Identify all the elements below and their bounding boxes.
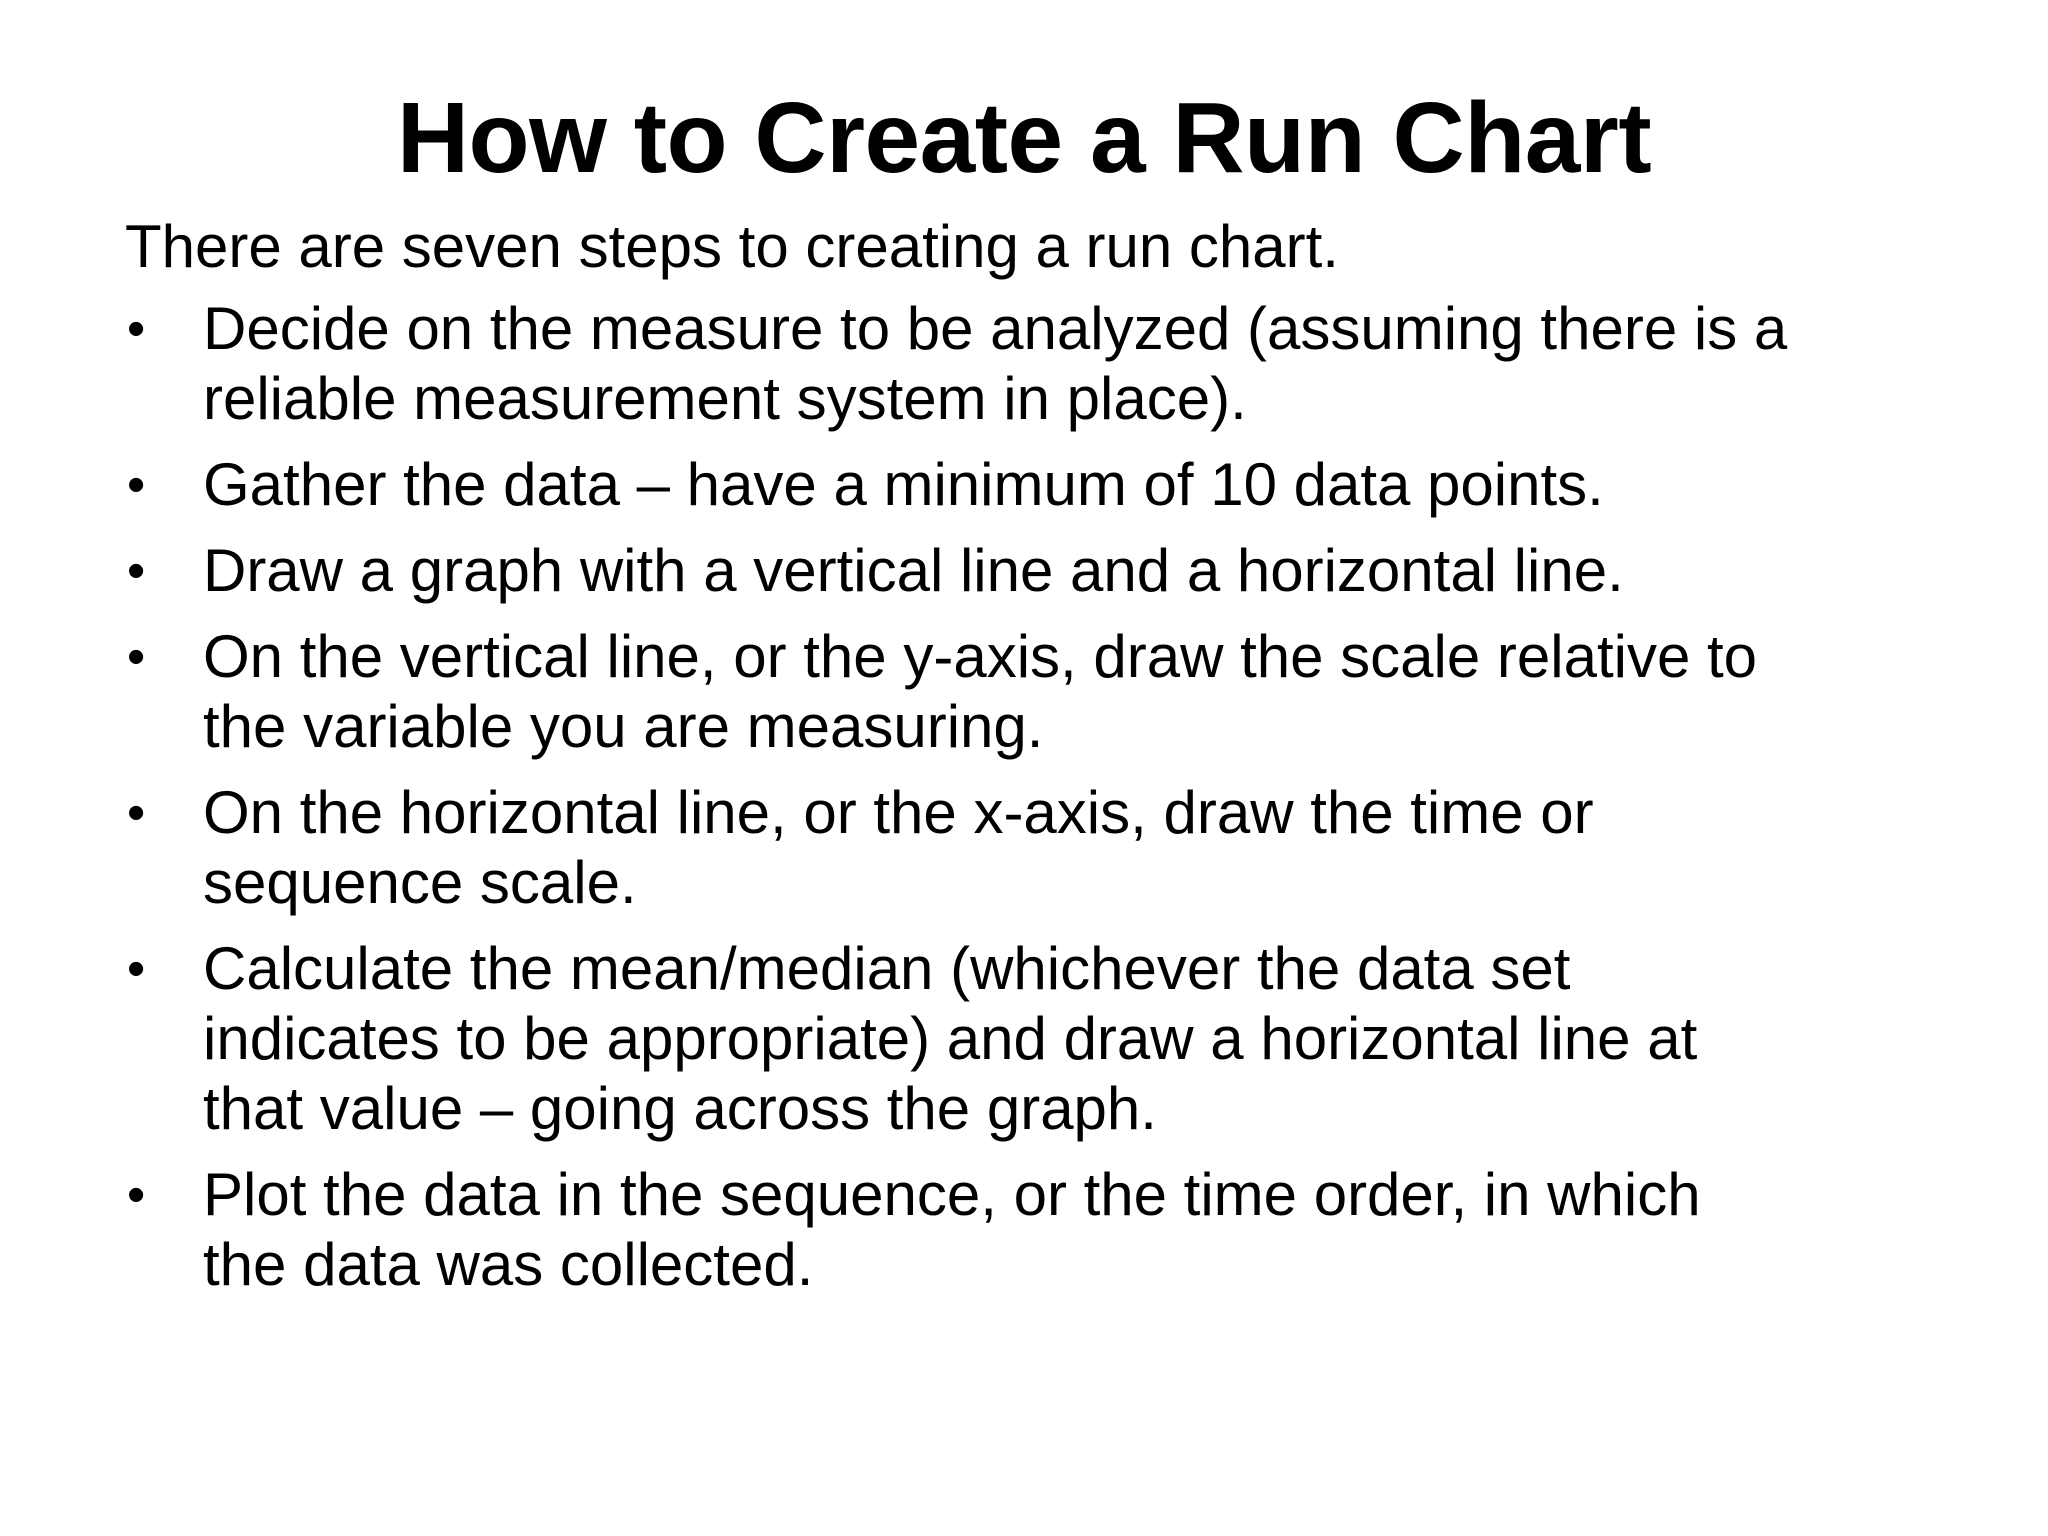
step-5 (125, 778, 1955, 918)
intro-text: There are seven steps to creating a run chart. (125, 213, 1339, 280)
bullet-icon: • (127, 300, 146, 358)
bullet-icon: • (127, 1166, 146, 1224)
step-6-line-1: Calculate the mean/median (whichever the data set (203, 935, 1571, 1002)
step-7-line-1: Plot the data in the sequence, or the time order, in which (203, 1161, 1701, 1228)
step-4-line-1: On the vertical line, or the y-axis, draw the scale relative to (203, 623, 1758, 690)
bullet-icon: • (127, 628, 146, 686)
step-4 (125, 622, 1955, 762)
steps-list (125, 294, 1955, 1300)
step-5-line-2: sequence scale. (203, 849, 637, 916)
bullet-icon: • (127, 542, 146, 600)
step-5-line-1: On the horizontal line, or the x-axis, draw the time or (203, 779, 1594, 846)
step-1-line-2: reliable measurement system in place). (203, 365, 1247, 432)
step-1-line-1: Decide on the measure to be analyzed (assuming there is a (203, 295, 1788, 362)
step-6-line-3: that value – going across the graph. (203, 1075, 1157, 1142)
step-2-line-1: Gather the data – have a minimum of 10 data points. (203, 451, 1604, 518)
bullet-icon: • (127, 784, 146, 842)
step-3-line-1: Draw a graph with a vertical line and a horizontal line. (203, 537, 1624, 604)
step-7 (125, 1160, 1955, 1300)
bullet-icon: • (127, 940, 146, 998)
step-3 (125, 536, 1955, 606)
slide-body (125, 212, 1955, 1316)
step-7-line-2: the data was collected. (203, 1231, 814, 1298)
step-2 (125, 450, 1955, 520)
step-6 (125, 934, 1955, 1144)
step-4-line-2: the variable you are measuring. (203, 693, 1044, 760)
slide-title: How to Create a Run Chart (396, 82, 1652, 194)
step-1 (125, 294, 1955, 434)
bullet-icon: • (127, 456, 146, 514)
step-6-line-2: indicates to be appropriate) and draw a horizontal line at (203, 1005, 1698, 1072)
